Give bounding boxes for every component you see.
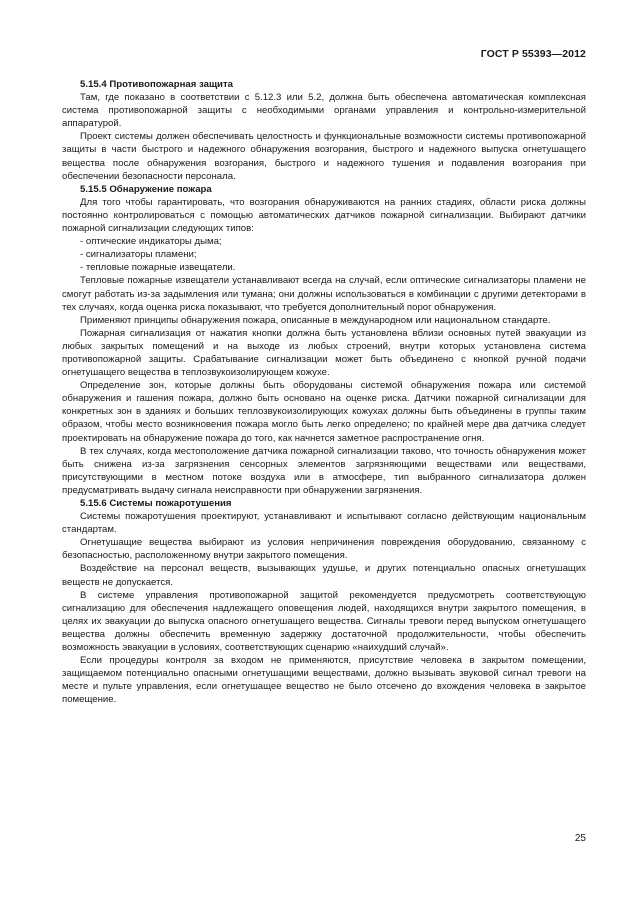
body-paragraph: Системы пожаротушения проектируют, устанавливают и испытывают согласно действующим национальным стандартам. bbox=[62, 511, 586, 536]
section-heading: 5.15.6 Системы пожаротушения bbox=[80, 498, 232, 509]
body-paragraph: Для того чтобы гарантировать, что возгорания обнаруживаются на ранних стадиях, области риска должны постоянно контролироваться с помощью автоматических датчиков пожарной сигнализации. Выбирают датчики пожарной сигнализации следующих типов: bbox=[62, 196, 586, 235]
body-paragraph: Там, где показано в соответствии с 5.12.3 или 5.2, должна быть обеспечена автоматическая комплексная система противопожарной защиты с необходимыми органами управления и контрольно-измерительной аппаратурой. bbox=[62, 92, 586, 130]
body-paragraph: Если процедуры контроля за входом не применяются, присутствие человека в закрытом помещении, защищаемом потенциально опасными огнетушащими веществами, должно вызывать звуковой сигнал тревоги на месте и пульте управления, если огнетушащее вещество не было отсечено до вхождения человека в закрытое помещение. bbox=[62, 655, 586, 706]
body-paragraph: Огнетушащие вещества выбирают из условия непричинения повреждения оборудованию, связанному с безопасностью, расположенному внутри закрытого помещения. bbox=[62, 537, 586, 562]
body-paragraph: Определение зон, которые должны быть оборудованы системой обнаружения пожара или системой обнаружения и гашения пожара, должно быть основано на оценке риска. Датчики пожарной сигнализации для конкретных зон в зданиях и больших теплозвукоизолирующих кожухах должны быть объединены в группы таким образом, чтобы место возникновения пожара могло быть легко определено; по крайней мере два датчика следует проектировать на обнаружение пожара до того, как начнется заметное распространение огня. bbox=[62, 380, 586, 444]
body-paragraph: Тепловые пожарные извещатели устанавливают всегда на случай, если оптические сигнализаторы пламени не смогут работать из-за задымления или тумана; они должны использоваться в комбинации с другими детекторами в тех случаях, когда оценка риска показывают, что требуется дополнительный порог обнаружения. bbox=[62, 275, 586, 313]
document-body bbox=[62, 78, 586, 707]
section-heading: 5.15.4 Противопожарная защита bbox=[80, 79, 233, 90]
body-paragraph: Применяют принципы обнаружения пожара, описанные в международном или национальном стандарте. bbox=[80, 314, 551, 326]
section-heading: 5.15.5 Обнаружение пожара bbox=[80, 183, 212, 195]
list-item: - тепловые пожарные извещатели. bbox=[80, 262, 236, 274]
body-paragraph: В системе управления противопожарной защитой рекомендуется предусмотреть соответствующую сигнализацию для обеспечения надлежащего оповещения людей, находящихся внутри закрытого помещения, в целях их эвакуации до выпуска опасного огнетушащего вещества. Сигналы тревоги перед выпуском огнетушащего вещества должны обеспечить временную задержку достаточной продолжительности, чтобы обеспечить возможность эвакуации в условиях, соответствующих сценарию «наихудший случай». bbox=[62, 589, 586, 654]
list-item: - оптические индикаторы дыма; bbox=[80, 236, 222, 248]
body-paragraph: Пожарная сигнализация от нажатия кнопки должна быть установлена вблизи основных путей эвакуации из любых закрытых помещений и на выходе из любых строений, внутри которых установлена система противопожарной защиты. Срабатывание сигнализации может быть объединено с кнопкой ручной подачи огнетушащего вещества в теплозвукоизолирующем кожухе. bbox=[62, 327, 586, 379]
list-item: - сигнализаторы пламени; bbox=[80, 249, 197, 261]
body-paragraph: Проект системы должен обеспечивать целостность и функциональные возможности системы противопожарной защиты в части быстрого и надежного обнаружения возгорания, быстрого и надежного выпуска огнетушащего вещества после обнаружения возгорания, быстрого и надежного тушения и подавления возгорания при обеспечении безопасности персонала. bbox=[62, 131, 586, 182]
page-number: 25 bbox=[574, 833, 586, 844]
body-paragraph: В тех случаях, когда местоположение датчика пожарной сигнализации таково, что точность обнаружения может быть снижена из-за загрязнения сенсорных элементов загрязняющими веществами или веществами, присутствующими в местном потоке воздуха или в атмосфере, тип выбранного сигнализатора должен предусматривать выдачу сигнала неисправности при обнаружении загрязнения. bbox=[62, 445, 586, 496]
standard-header: ГОСТ Р 55393—2012 bbox=[480, 48, 586, 60]
body-paragraph: Воздействие на персонал веществ, вызывающих удушье, и других потенциально опасных огнетушащих веществ не допускается. bbox=[62, 563, 586, 588]
